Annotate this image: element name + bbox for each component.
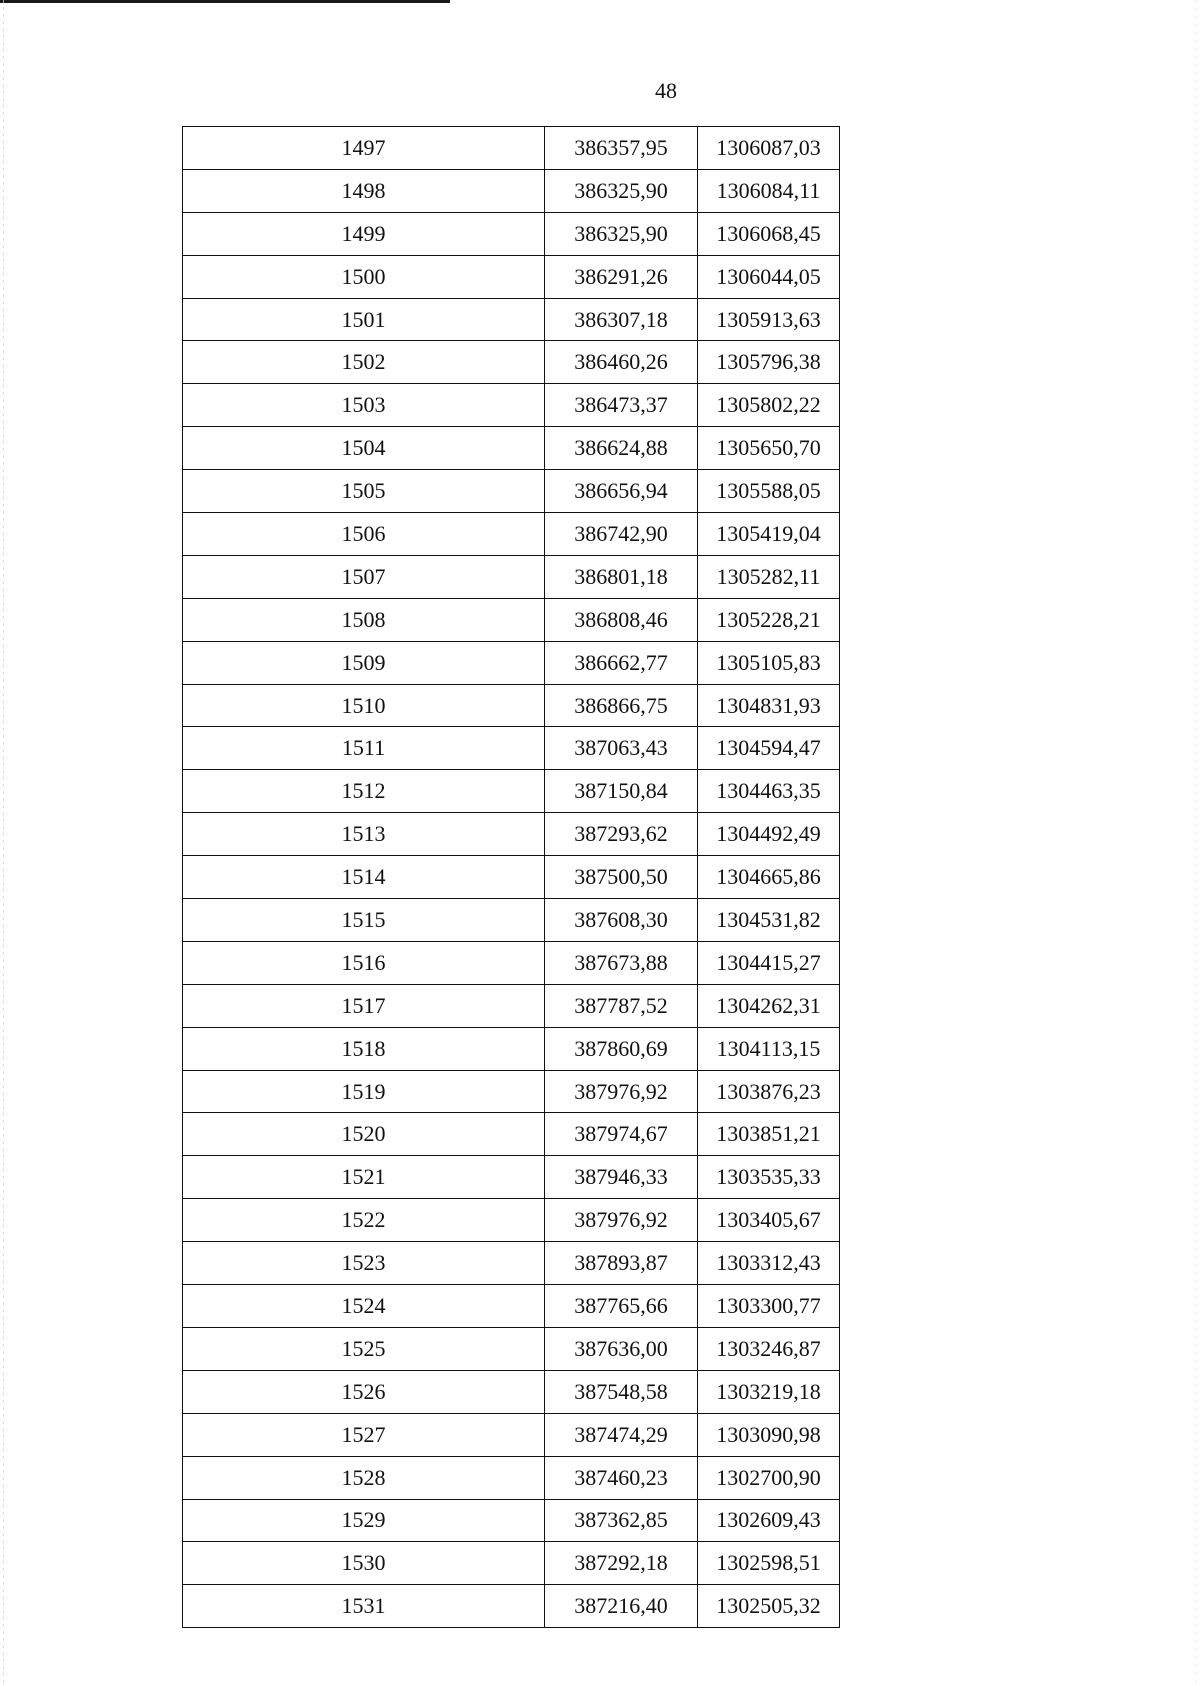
point-number-cell: 1510 xyxy=(183,684,545,727)
scan-edge-left xyxy=(3,0,4,1686)
table-row xyxy=(183,1199,840,1242)
point-number-cell: 1507 xyxy=(183,555,545,598)
table-row xyxy=(183,212,840,255)
table-row xyxy=(183,1242,840,1285)
y-coordinate-cell: 1304415,27 xyxy=(698,941,840,984)
table-row xyxy=(183,984,840,1027)
y-coordinate-cell: 1305419,04 xyxy=(698,513,840,556)
table-row xyxy=(183,427,840,470)
x-coordinate-cell: 386307,18 xyxy=(545,298,698,341)
y-coordinate-cell: 1302505,32 xyxy=(698,1585,840,1628)
y-coordinate-cell: 1305650,70 xyxy=(698,427,840,470)
point-number-cell: 1524 xyxy=(183,1285,545,1328)
y-coordinate-cell: 1304463,35 xyxy=(698,770,840,813)
y-coordinate-cell: 1304492,49 xyxy=(698,813,840,856)
y-coordinate-cell: 1306087,03 xyxy=(698,127,840,170)
table-row xyxy=(183,598,840,641)
y-coordinate-cell: 1303219,18 xyxy=(698,1370,840,1413)
point-number-cell: 1522 xyxy=(183,1199,545,1242)
point-number-cell: 1520 xyxy=(183,1113,545,1156)
coordinates-table-body xyxy=(183,127,840,1628)
table-row xyxy=(183,127,840,170)
y-coordinate-cell: 1303405,67 xyxy=(698,1199,840,1242)
x-coordinate-cell: 387292,18 xyxy=(545,1542,698,1585)
x-coordinate-cell: 387548,58 xyxy=(545,1370,698,1413)
x-coordinate-cell: 387636,00 xyxy=(545,1327,698,1370)
table-row xyxy=(183,1456,840,1499)
table-row xyxy=(183,727,840,770)
point-number-cell: 1521 xyxy=(183,1156,545,1199)
x-coordinate-cell: 387460,23 xyxy=(545,1456,698,1499)
table-row xyxy=(183,641,840,684)
table-row xyxy=(183,1370,840,1413)
table-row xyxy=(183,899,840,942)
x-coordinate-cell: 386460,26 xyxy=(545,341,698,384)
x-coordinate-cell: 387976,92 xyxy=(545,1199,698,1242)
point-number-cell: 1502 xyxy=(183,341,545,384)
point-number-cell: 1527 xyxy=(183,1413,545,1456)
x-coordinate-cell: 386742,90 xyxy=(545,513,698,556)
point-number-cell: 1500 xyxy=(183,255,545,298)
y-coordinate-cell: 1305913,63 xyxy=(698,298,840,341)
point-number-cell: 1511 xyxy=(183,727,545,770)
x-coordinate-cell: 386473,37 xyxy=(545,384,698,427)
point-number-cell: 1523 xyxy=(183,1242,545,1285)
table-row xyxy=(183,513,840,556)
y-coordinate-cell: 1306044,05 xyxy=(698,255,840,298)
y-coordinate-cell: 1303876,23 xyxy=(698,1070,840,1113)
x-coordinate-cell: 386291,26 xyxy=(545,255,698,298)
x-coordinate-cell: 386656,94 xyxy=(545,470,698,513)
point-number-cell: 1517 xyxy=(183,984,545,1027)
y-coordinate-cell: 1305796,38 xyxy=(698,341,840,384)
y-coordinate-cell: 1305105,83 xyxy=(698,641,840,684)
y-coordinate-cell: 1304594,47 xyxy=(698,727,840,770)
x-coordinate-cell: 387787,52 xyxy=(545,984,698,1027)
table-row xyxy=(183,470,840,513)
point-number-cell: 1528 xyxy=(183,1456,545,1499)
x-coordinate-cell: 387860,69 xyxy=(545,1027,698,1070)
table-row xyxy=(183,941,840,984)
point-number-cell: 1505 xyxy=(183,470,545,513)
table-row xyxy=(183,298,840,341)
x-coordinate-cell: 387474,29 xyxy=(545,1413,698,1456)
x-coordinate-cell: 387293,62 xyxy=(545,813,698,856)
point-number-cell: 1508 xyxy=(183,598,545,641)
x-coordinate-cell: 387500,50 xyxy=(545,856,698,899)
y-coordinate-cell: 1304531,82 xyxy=(698,899,840,942)
point-number-cell: 1514 xyxy=(183,856,545,899)
table-row xyxy=(183,341,840,384)
table-row xyxy=(183,1113,840,1156)
y-coordinate-cell: 1306084,11 xyxy=(698,169,840,212)
point-number-cell: 1503 xyxy=(183,384,545,427)
x-coordinate-cell: 386325,90 xyxy=(545,212,698,255)
y-coordinate-cell: 1303090,98 xyxy=(698,1413,840,1456)
page-number: 48 xyxy=(655,78,677,103)
y-coordinate-cell: 1302609,43 xyxy=(698,1499,840,1542)
y-coordinate-cell: 1303312,43 xyxy=(698,1242,840,1285)
x-coordinate-cell: 387063,43 xyxy=(545,727,698,770)
x-coordinate-cell: 386866,75 xyxy=(545,684,698,727)
point-number-cell: 1509 xyxy=(183,641,545,684)
point-number-cell: 1497 xyxy=(183,127,545,170)
x-coordinate-cell: 386357,95 xyxy=(545,127,698,170)
x-coordinate-cell: 387608,30 xyxy=(545,899,698,942)
table-row xyxy=(183,1542,840,1585)
x-coordinate-cell: 387150,84 xyxy=(545,770,698,813)
x-coordinate-cell: 387893,87 xyxy=(545,1242,698,1285)
y-coordinate-cell: 1305802,22 xyxy=(698,384,840,427)
x-coordinate-cell: 386808,46 xyxy=(545,598,698,641)
point-number-cell: 1525 xyxy=(183,1327,545,1370)
y-coordinate-cell: 1303300,77 xyxy=(698,1285,840,1328)
x-coordinate-cell: 387216,40 xyxy=(545,1585,698,1628)
point-number-cell: 1504 xyxy=(183,427,545,470)
x-coordinate-cell: 386624,88 xyxy=(545,427,698,470)
point-number-cell: 1518 xyxy=(183,1027,545,1070)
y-coordinate-cell: 1302700,90 xyxy=(698,1456,840,1499)
x-coordinate-cell: 386662,77 xyxy=(545,641,698,684)
table-row xyxy=(183,169,840,212)
x-coordinate-cell: 386325,90 xyxy=(545,169,698,212)
table-row xyxy=(183,1413,840,1456)
y-coordinate-cell: 1304262,31 xyxy=(698,984,840,1027)
y-coordinate-cell: 1303535,33 xyxy=(698,1156,840,1199)
x-coordinate-cell: 387673,88 xyxy=(545,941,698,984)
y-coordinate-cell: 1303246,87 xyxy=(698,1327,840,1370)
point-number-cell: 1501 xyxy=(183,298,545,341)
table-row xyxy=(183,684,840,727)
y-coordinate-cell: 1305282,11 xyxy=(698,555,840,598)
point-number-cell: 1516 xyxy=(183,941,545,984)
coordinates-table xyxy=(182,126,840,1628)
table-row xyxy=(183,1156,840,1199)
point-number-cell: 1512 xyxy=(183,770,545,813)
x-coordinate-cell: 387974,67 xyxy=(545,1113,698,1156)
point-number-cell: 1531 xyxy=(183,1585,545,1628)
y-coordinate-cell: 1302598,51 xyxy=(698,1542,840,1585)
table-row xyxy=(183,1285,840,1328)
table-row xyxy=(183,770,840,813)
table-row xyxy=(183,1327,840,1370)
table-row xyxy=(183,255,840,298)
y-coordinate-cell: 1304831,93 xyxy=(698,684,840,727)
point-number-cell: 1515 xyxy=(183,899,545,942)
table-row xyxy=(183,1027,840,1070)
scan-edge-right xyxy=(1195,0,1196,1686)
y-coordinate-cell: 1304665,86 xyxy=(698,856,840,899)
point-number-cell: 1506 xyxy=(183,513,545,556)
table-row xyxy=(183,1070,840,1113)
y-coordinate-cell: 1304113,15 xyxy=(698,1027,840,1070)
y-coordinate-cell: 1305588,05 xyxy=(698,470,840,513)
x-coordinate-cell: 387976,92 xyxy=(545,1070,698,1113)
y-coordinate-cell: 1305228,21 xyxy=(698,598,840,641)
table-row xyxy=(183,555,840,598)
x-coordinate-cell: 386801,18 xyxy=(545,555,698,598)
table-row xyxy=(183,856,840,899)
table-row xyxy=(183,1585,840,1628)
table-row xyxy=(183,1499,840,1542)
x-coordinate-cell: 387362,85 xyxy=(545,1499,698,1542)
point-number-cell: 1513 xyxy=(183,813,545,856)
point-number-cell: 1499 xyxy=(183,212,545,255)
point-number-cell: 1498 xyxy=(183,169,545,212)
scan-edge-top xyxy=(0,0,450,3)
point-number-cell: 1529 xyxy=(183,1499,545,1542)
table-row xyxy=(183,813,840,856)
x-coordinate-cell: 387946,33 xyxy=(545,1156,698,1199)
y-coordinate-cell: 1303851,21 xyxy=(698,1113,840,1156)
y-coordinate-cell: 1306068,45 xyxy=(698,212,840,255)
point-number-cell: 1526 xyxy=(183,1370,545,1413)
table-row xyxy=(183,384,840,427)
point-number-cell: 1530 xyxy=(183,1542,545,1585)
x-coordinate-cell: 387765,66 xyxy=(545,1285,698,1328)
point-number-cell: 1519 xyxy=(183,1070,545,1113)
